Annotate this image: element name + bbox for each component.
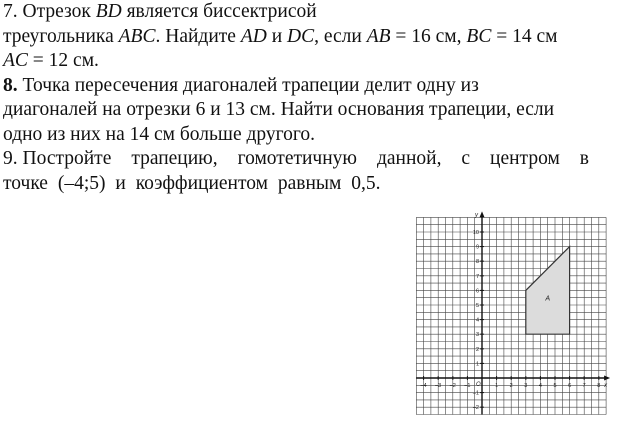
y-tick-label: 6 xyxy=(475,288,479,295)
y-tick-label: 10 xyxy=(472,230,479,236)
x-tick-label: –3 xyxy=(435,383,442,389)
y-tick-label: 4 xyxy=(475,317,479,324)
problem-8-line-2: диагоналей на отрезки 6 и 13 см. Найти основания трапеции, если xyxy=(3,99,555,120)
x-tick-label: 2 xyxy=(509,383,513,389)
x-tick-label: 5 xyxy=(553,383,557,389)
x-tick-label: 4 xyxy=(538,383,542,389)
problem-9-line-2 xyxy=(3,172,619,197)
word: 9. Постройте xyxy=(3,148,112,169)
coordinate-plane xyxy=(410,208,621,423)
x-tick-label: 3 xyxy=(524,383,528,389)
y-tick-label: –2 xyxy=(472,405,479,412)
word: (–4;5) xyxy=(57,172,106,194)
y-tick-label: 9 xyxy=(475,244,479,251)
problem-8-line-1 xyxy=(3,74,619,99)
y-tick-label: 2 xyxy=(475,346,479,353)
segment-bc: BC xyxy=(466,25,492,47)
y-tick-label: –1 xyxy=(472,390,479,397)
y-axis-arrow xyxy=(480,211,485,217)
text: и xyxy=(266,25,288,47)
problem-8-line-3: одно из них на 14 см больше другого. xyxy=(3,123,316,145)
text: треугольника xyxy=(3,25,119,47)
problem-7-line-3 xyxy=(3,49,619,74)
text: = 12 см. xyxy=(27,50,99,71)
word: 0,5. xyxy=(351,172,381,194)
text-block xyxy=(3,0,619,196)
coordinate-grid xyxy=(410,208,621,423)
text: 7. Отрезок xyxy=(3,1,96,22)
word: с xyxy=(461,148,471,169)
word: точке xyxy=(3,172,48,194)
y-tick-label: 7 xyxy=(475,273,479,280)
word: в xyxy=(579,148,589,169)
x-tick-label: 8 xyxy=(597,383,601,389)
text: Точка пересечения диагоналей трапеции делит одну из xyxy=(17,74,479,96)
problem-7-line-1 xyxy=(3,0,619,25)
x-tick-label: 7 xyxy=(582,383,586,389)
segment-ad: AD xyxy=(240,25,267,47)
problem-number: 8. xyxy=(3,74,18,96)
text: = 16 см, xyxy=(390,25,467,47)
segment-ab: AB xyxy=(366,25,391,47)
word: центром xyxy=(490,148,560,169)
word: коэффициентом xyxy=(135,172,268,194)
y-tick-label: 1 xyxy=(475,361,479,368)
x-axis-arrow xyxy=(604,376,610,381)
text: = 14 см xyxy=(491,25,558,47)
segment-dc: DC xyxy=(287,25,315,47)
y-tick-label: 8 xyxy=(475,259,479,266)
problem-7-line-2 xyxy=(3,25,619,50)
segment-ac: AC xyxy=(3,50,28,71)
text: , если xyxy=(314,25,367,47)
x-tick-label: 1 xyxy=(495,383,499,389)
x-tick-label: –1 xyxy=(464,383,471,389)
triangle-abc: ABC xyxy=(118,25,156,47)
x-tick-label: –2 xyxy=(449,383,456,389)
word: трапецию, xyxy=(131,148,218,169)
trapezoid-label: A xyxy=(545,295,551,303)
y-tick-label: 5 xyxy=(475,303,479,309)
x-tick-label: 6 xyxy=(568,383,572,389)
text: . Найдите xyxy=(155,25,241,47)
segment-bd: BD xyxy=(95,1,122,22)
y-axis-label: y xyxy=(475,212,478,219)
word: гомотетичную xyxy=(237,148,357,169)
x-axis-label: x xyxy=(604,383,608,389)
word: равным xyxy=(277,172,342,194)
text: является биссектрисой xyxy=(121,1,317,22)
x-tick-label: –4 xyxy=(420,383,427,389)
problem-9-line-1 xyxy=(3,147,589,172)
word: и xyxy=(115,172,126,194)
origin-label: O xyxy=(476,382,481,388)
y-tick-label: 3 xyxy=(475,332,479,339)
word: данной, xyxy=(376,148,442,169)
